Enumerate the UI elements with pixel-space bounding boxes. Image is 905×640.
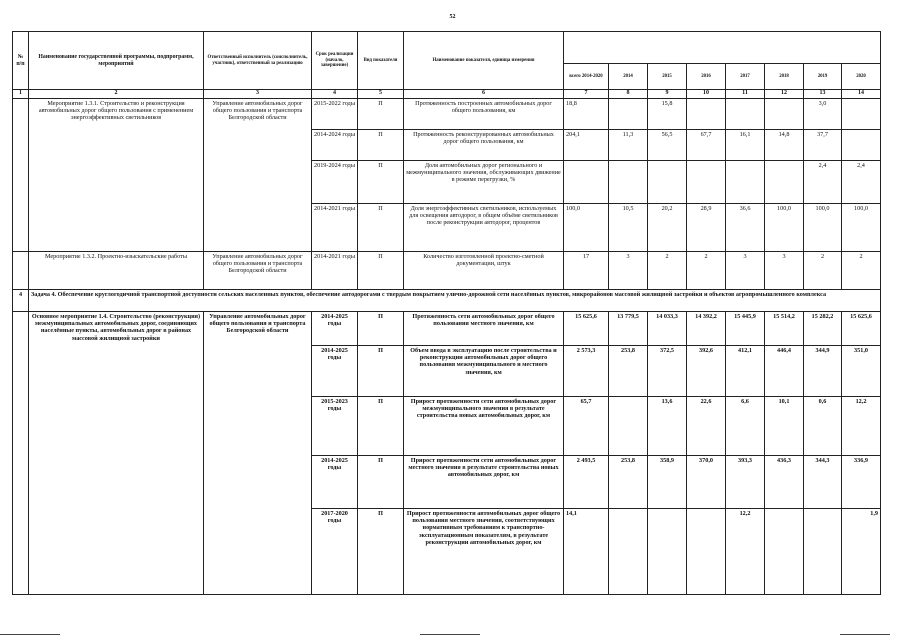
value-cell: [648, 161, 687, 204]
value-cell: 412,1: [726, 346, 765, 397]
indicator-cell: Доля энергоэффективных светильников, используемых для освещения автодорог, в общем объёме светильников после реконструкции автодорог, процентов: [404, 204, 564, 252]
scan-edge-line: [0, 634, 60, 635]
event-executor: Управление автомобильных дорог общего пользования и транспорта Белгородской области: [204, 99, 312, 252]
value-cell: [687, 99, 726, 130]
value-cell: 393,3: [726, 456, 765, 509]
value-cell: 20,2: [648, 204, 687, 252]
table-row: [13, 252, 881, 290]
value-cell: [765, 99, 804, 130]
indicator-cell: Прирост протяженности сети автомобильных дорог местного значения в результате строительства новых автомобильных дорог, км: [404, 456, 564, 509]
value-cell: 204,1: [564, 130, 609, 161]
row-num: [13, 312, 29, 595]
value-cell: 15 445,9: [726, 312, 765, 346]
value-cell: [648, 509, 687, 595]
value-cell: 2,4: [842, 161, 881, 204]
value-cell: 22,6: [687, 397, 726, 456]
header-year: 2019: [804, 64, 842, 90]
column-number: 10: [687, 90, 726, 99]
value-cell: 253,8: [609, 456, 648, 509]
column-number: 14: [842, 90, 881, 99]
indicator-cell: Протяженность построенных автомобильных дорог общего пользования, км: [404, 99, 564, 130]
value-cell: 15 282,2: [804, 312, 842, 346]
header-year: 2017: [726, 64, 765, 90]
header-year: 2014: [609, 64, 648, 90]
event-executor: Управление автомобильных дорог общего пользования и транспорта Белгородской области: [204, 252, 312, 290]
value-cell: 36,6: [726, 204, 765, 252]
value-cell: 344,3: [804, 456, 842, 509]
value-cell: [765, 509, 804, 595]
value-cell: 67,7: [687, 130, 726, 161]
value-cell: 2,4: [804, 161, 842, 204]
column-number: 9: [648, 90, 687, 99]
main-event-name: Основное мероприятие 1.4. Строительство (реконструкция) межмуниципальных автомобильных дорог, соединяющих населённые пункты, автомобильных дорог в районах массовой жилищной застройки: [29, 312, 204, 595]
value-cell: 3: [726, 252, 765, 290]
value-cell: 3,0: [804, 99, 842, 130]
task-row: [13, 290, 881, 312]
value-cell: 3: [609, 252, 648, 290]
value-cell: 17: [564, 252, 609, 290]
value-cell: [842, 99, 881, 130]
header-indicator: Наименование показателя, единица измерения: [404, 32, 564, 90]
event-name: Мероприятие 1.3.1. Строительство и реконструкция автомобильных дорог общего пользования с применением энергоэффективных светильников: [29, 99, 204, 252]
indicator-cell: Объем ввода в эксплуатацию после строительства и реконструкции автомобильных дорог общего пользования межмуниципального и местного значения, км: [404, 346, 564, 397]
value-cell: 2 493,5: [564, 456, 609, 509]
value-cell: [804, 509, 842, 595]
value-cell: 100,0: [564, 204, 609, 252]
value-cell: [609, 397, 648, 456]
kind-cell: П: [358, 252, 404, 290]
task-num: 4: [13, 290, 29, 312]
value-cell: 344,9: [804, 346, 842, 397]
indicator-cell: Протяженность сети автомобильных дорог общего пользования местного значения, км: [404, 312, 564, 346]
kind-cell: П: [358, 397, 404, 456]
header-period: Срок реализации (начало, завершение): [312, 32, 358, 90]
value-cell: 65,7: [564, 397, 609, 456]
value-cell: [609, 161, 648, 204]
column-number: 13: [804, 90, 842, 99]
value-cell: [687, 509, 726, 595]
column-number: 5: [358, 90, 404, 99]
kind-cell: П: [358, 161, 404, 204]
column-number: 6: [404, 90, 564, 99]
period-cell: 2014-2025 годы: [312, 456, 358, 509]
indicator-cell: Прирост протяженности сети автомобильных дорог межмуниципального значения в результате строительства новых автомобильных дорог, км: [404, 397, 564, 456]
value-cell: [842, 130, 881, 161]
value-cell: 392,6: [687, 346, 726, 397]
value-cell: 2: [804, 252, 842, 290]
value-cell: 1,9: [842, 509, 881, 595]
value-cell: 16,1: [726, 130, 765, 161]
period-cell: 2015-2022 годы: [312, 99, 358, 130]
value-cell: [726, 161, 765, 204]
value-cell: 12,2: [726, 509, 765, 595]
column-number: 7: [564, 90, 609, 99]
period-cell: 2014-2025 годы: [312, 312, 358, 346]
period-cell: 2014-2021 годы: [312, 252, 358, 290]
header-year: 2020: [842, 64, 881, 90]
header-year: 2016: [687, 64, 726, 90]
table-row: [13, 312, 881, 346]
value-cell: 6,6: [726, 397, 765, 456]
task-text: Задача 4. Обеспечение круглогодичной транспортной доступности сельских населенных пунктов, обеспечение автодорогами с твердым покрытием улично-дорожной сети населённых пунктов, микрорайонов массовой жилищной застройки и объектов агропромышленного комплекса: [29, 290, 881, 312]
column-number: 8: [609, 90, 648, 99]
indicator-cell: Доля автомобильных дорог регионального и межмуниципального значения, обслуживающих движение в режиме перегрузки, %: [404, 161, 564, 204]
value-cell: 11,3: [609, 130, 648, 161]
value-cell: 56,5: [648, 130, 687, 161]
table-row: [13, 99, 881, 130]
column-number: 2: [29, 90, 204, 99]
value-cell: 14,8: [765, 130, 804, 161]
header-num: № п/п: [13, 32, 29, 90]
kind-cell: П: [358, 346, 404, 397]
indicator-cell: Протяженность реконструированных автомобильных дорог общего пользования, км: [404, 130, 564, 161]
value-cell: [609, 99, 648, 130]
period-cell: 2014-2025 годы: [312, 346, 358, 397]
value-cell: 15 625,6: [564, 312, 609, 346]
value-cell: 100,0: [842, 204, 881, 252]
value-cell: 13,6: [648, 397, 687, 456]
value-cell: 336,9: [842, 456, 881, 509]
value-cell: [726, 99, 765, 130]
value-cell: 446,4: [765, 346, 804, 397]
header-total: всего 2014-2020: [564, 64, 609, 90]
value-cell: 14 392,2: [687, 312, 726, 346]
value-cell: 2: [648, 252, 687, 290]
value-cell: 372,5: [648, 346, 687, 397]
kind-cell: П: [358, 204, 404, 252]
page-number: 52: [449, 14, 456, 20]
value-cell: 358,9: [648, 456, 687, 509]
value-cell: 100,0: [804, 204, 842, 252]
value-cell: [765, 161, 804, 204]
value-cell: 2: [842, 252, 881, 290]
value-cell: 10,5: [609, 204, 648, 252]
value-cell: 28,9: [687, 204, 726, 252]
header-year: 2018: [765, 64, 804, 90]
value-cell: [609, 509, 648, 595]
value-cell: 10,1: [765, 397, 804, 456]
header-year: 2015: [648, 64, 687, 90]
main-event-executor: Управление автомобильных дорог общего пользования и транспорта Белгородской области: [204, 312, 312, 595]
header-name: Наименование государственной программы, подпрограмм, мероприятий: [29, 32, 204, 90]
value-cell: 37,7: [804, 130, 842, 161]
period-cell: 2019-2024 годы: [312, 161, 358, 204]
period-cell: 2014-2024 годы: [312, 130, 358, 161]
kind-cell: П: [358, 509, 404, 595]
scan-edge-line: [420, 634, 480, 635]
period-cell: 2015-2023 годы: [312, 397, 358, 456]
value-cell: 351,0: [842, 346, 881, 397]
value-cell: 436,3: [765, 456, 804, 509]
period-cell: 2014-2021 годы: [312, 204, 358, 252]
indicator-cell: Количество изготовленной проектно-сметной документации, штук: [404, 252, 564, 290]
value-cell: 3: [765, 252, 804, 290]
column-number: 4: [312, 90, 358, 99]
kind-cell: П: [358, 312, 404, 346]
value-cell: 15 514,2: [765, 312, 804, 346]
value-cell: 100,0: [765, 204, 804, 252]
kind-cell: П: [358, 130, 404, 161]
value-cell: 2: [687, 252, 726, 290]
value-cell: 14,1: [564, 509, 609, 595]
value-cell: [687, 161, 726, 204]
value-cell: 13 779,5: [609, 312, 648, 346]
value-cell: 15 625,6: [842, 312, 881, 346]
header-values-group: [564, 32, 881, 64]
kind-cell: П: [358, 456, 404, 509]
period-cell: 2017-2020 годы: [312, 509, 358, 595]
value-cell: 12,2: [842, 397, 881, 456]
value-cell: 18,8: [564, 99, 609, 130]
event-name: Мероприятие 1.3.2. Проектно-изыскательские работы: [29, 252, 204, 290]
row-num: [13, 99, 29, 252]
header-kind: Вид показателя: [358, 32, 404, 90]
value-cell: 253,8: [609, 346, 648, 397]
column-number: 3: [204, 90, 312, 99]
indicators-table: [12, 31, 881, 595]
kind-cell: П: [358, 99, 404, 130]
value-cell: 14 033,3: [648, 312, 687, 346]
value-cell: 370,0: [687, 456, 726, 509]
column-number: 1: [13, 90, 29, 99]
value-cell: 2 573,3: [564, 346, 609, 397]
header-executor: Ответственный исполнитель (соисполнитель, участник), ответственный за реализацию: [204, 32, 312, 90]
indicator-cell: Прирост протяженности автомобильных дорог общего пользования местного значения, соответствующих нормативным требованиям к транспортно-эксплуатационным показателям, в результате реконструкции автомобильных дорог, км: [404, 509, 564, 595]
row-num: [13, 252, 29, 290]
scan-edge-line: [840, 634, 890, 635]
value-cell: 15,8: [648, 99, 687, 130]
column-number: 12: [765, 90, 804, 99]
value-cell: 0,6: [804, 397, 842, 456]
value-cell: [564, 161, 609, 204]
column-number: 11: [726, 90, 765, 99]
